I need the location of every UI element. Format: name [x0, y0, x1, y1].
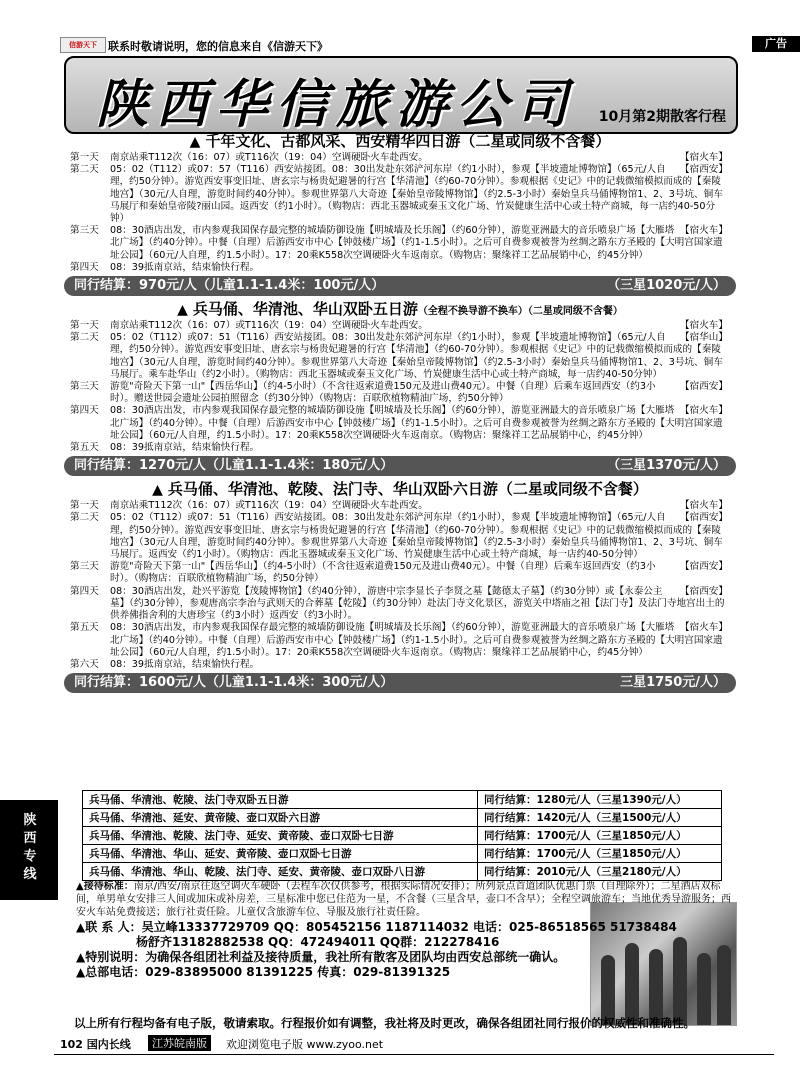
itinerary-day: 第二天 【宿华山】 05：02（T112）或07：51（T116）西安站接团。08：30出发赴东郊浐河东岸（约1小时），参观【半坡遗址博物馆】（65元/人自理，约50分钟）。游览西安事变旧址、唐玄宗与杨贵妃避暑的行宫【华清池】（约60-70分钟）。参观根据《史记》中的记载微缩模拟而成的【秦陵地宫】（30元/人自理，游览时间约40分钟）。参观世界第八大奇迹【秦始皇帝陵博物馆】（约2.5-3小时）秦始皇兵马俑博物馆1、2、3号坑、铜车马展厅。乘车赴华山（约2小时）。（购物店：西北玉器城或秦玉文化广场、竹炭健康生活中心或土特产商城，每一店约40-50分钟） [70, 332, 728, 380]
itinerary-day: 第三天 【宿西安】 游览"奇险天下第一山"【西岳华山】（约4-5小时）（不含往返索道费150元及进山费40元）。中餐（自理）后乘车返回西安（约3小时）。赠送世园会遗址公园拍照留念（约30分钟）（购物店：百联欣植物精油广场，约50分钟） [70, 381, 728, 405]
website-link[interactable]: 欢迎浏览电子版 www.zyoo.net [226, 1038, 384, 1051]
itinerary-day: 第四天 【宿西安】 08：30酒店出发，赴兴平游览【茂陵博物馆】（约40分钟），游唐中宗李显长子李贤之墓【懿德太子墓】（约30分钟）或【永泰公主墓】（约30分钟），参观唐高宗李治与武则天的合葬墓【乾陵】（约30分钟）赴法门寺文化景区，游览关中塔庙之祖【法门寺】及法门寺地宫出土的供养佛指舍利的大唐珍宝（约3小时）返西安（约3小时）。 [70, 585, 728, 622]
itinerary-day: 第五天 【宿火车】 08：30酒店出发，市内参观我国保存最完整的城墙防御设施【明城墙及长乐阁】（约60分钟），游览亚洲最大的音乐喷泉广场【大雁塔北广场】（约40分钟）。中餐（自理）后游西安市中心【钟鼓楼广场】（约1-1.5小时）。之后可自费参观被誉为丝绸之路东方圣殿的【大明宫国家遗址公园】（60元/人自理，约1.5小时）。17：20乘K558次空调硬卧火车返南京。（购物店：聚缘祥工艺品展销中心，约45分钟） [70, 622, 728, 658]
ad-tag: 广告 [752, 36, 800, 52]
tour-price-cell: 同行结算：1700元/人（三星1850元/人） [477, 845, 721, 863]
contact-row: ▲联 系 人：吴立峰13337729709 QQ：805452156 1187114032 电话：025-86518565 51738484 [76, 920, 677, 934]
page-footer [0, 1032, 800, 1085]
tour-price-cell: 同行结算：1280元/人（三星1390元/人） [477, 791, 721, 809]
itinerary-day: 第二天 【宿西安】 05：02（T112）或07：57（T116）西安站接团。08：30出发赴东郊浐河东岸（约1小时），参观【半坡遗址博物馆】（65元/人自理，约50分钟）。游览西安事变旧址、唐玄宗与杨贵妃避暑的行宫【华清池】（约60-70分钟）。参观根据《史记》中的记载微缩模拟而成的【秦陵地宫】（30元/人自理，游览时间约40分钟）。参观世界第八大奇迹【秦始皇帝陵博物馆】（约2.5-3小时）秦始皇兵马俑博物馆1、2、3号坑、铜车马展厅和秦始皇帝陵?丽山园。返西安（约1小时）。（购物店：西北玉器城或秦玉文化广场、竹炭健康生活中心或土特产商城，每一店约40-50分钟） [70, 164, 728, 225]
side-tab-label: 陕西专线 [23, 813, 37, 882]
table-row [83, 791, 722, 809]
company-name: 陕西华信旅游公司 [96, 74, 577, 134]
tour-name-cell: 兵马俑、华清池、延安、黄帝陵、壶口双卧六日游 [83, 809, 478, 827]
hq-phone-row: ▲总部电话：029-83895000 81391225 传真：029-81391325 [76, 965, 451, 979]
itinerary-day: 第三天 【宿火车】 08：30酒店出发，市内参观我国保存最完整的城墙防御设施【明城墙及长乐阁】（约60分钟），游览亚洲最大的音乐喷泉广场【大雁塔北广场】（约40分钟）。中餐（自理）后游西安市中心【钟鼓楼广场】（约1-1.5小时）。之后可自费参观被誉为丝绸之路东方圣殿的【大明宫国家遗址公园】（60元/人自理，约1.5小时）。17：20乘K558次空调硬卧火车返南京。（购物店：聚缘祥工艺品展销中心，约45分钟） [70, 225, 728, 261]
table-row [83, 863, 722, 881]
standard-row: ▲接待标准：南京/西安/南京往返空调火车硬卧（去程车次仅供参考，根据实际情况安排）；所列景点首道团队优惠门票（自理除外）；二星酒店双标间，单男单女安排三人间或加床或补房差，三星标准中您已住范为一星，不含餐（三星含早，壶口不含早）；全程空调旅游车；当地优秀导游服务；西安火车站免费接送；旅行社责任险。儿童仅含旅游车位、导服及旅行社责任险。 [76, 881, 731, 918]
tour-title: ▲ 兵马俑、华清池、华山双卧五日游（全程不换导游不换车）（二星或同级不含餐） [177, 300, 623, 319]
tour-title: ▲ 千年文化、古都风采、西安精华四日游（二星或同级不含餐） [189, 132, 611, 150]
info-block [76, 880, 736, 981]
tour-name-cell: 兵马俑、华清池、乾陵、法门寺双卧五日游 [83, 791, 478, 809]
price-bar: 同行结算：1600元/人（儿童1.1-1.4米：300元/人） 三星1750元/人） [64, 673, 736, 693]
tour-price-cell: 同行结算：2010元/人（三星2180元/人） [477, 863, 721, 881]
page-number: 102 国内长线 [60, 1038, 131, 1051]
itinerary-day: 第四天 【宿火车】 08：30酒店出发，市内参观我国保存最完整的城墙防御设施【明城墙及长乐阁】（约60分钟），游览亚洲最大的音乐喷泉广场【大雁塔北广场】（约40分钟）。中餐（自理）后游西安市中心【钟鼓楼广场】（约1-1.5小时）。之后可自费参观被誉为丝绸之路东方圣殿的【大明宫国家遗址公园】（60元/人自理，约1.5小时）。17：20乘K558次空调硬卧火车返南京。（购物店：聚缘祥工艺品展销中心，约45分钟） [70, 405, 728, 441]
price-bar: 同行结算：970元/人（儿童1.1-1.4米：100元/人） （三星1020元/人） [64, 276, 736, 296]
tour-price-cell: 同行结算：1420元/人（三星1500元/人） [477, 809, 721, 827]
special-note-row: ▲特别说明：为确保各组团社利益及接待质量，我社所有散客及团队均由西安总部统一确认。 [76, 950, 566, 964]
company-banner [64, 56, 738, 134]
publisher-logo: 信游天下 [60, 37, 106, 53]
issue-label: 10月第2期散客行程 [598, 109, 726, 125]
itinerary-column [70, 128, 730, 695]
table-row [83, 827, 722, 845]
tour-name-cell: 兵马俑、华清池、华山、乾陵、法门寺、延安、黄帝陵、壶口双卧八日游 [83, 863, 478, 881]
price-bar: 同行结算：1270元/人（儿童1.1-1.4米：180元/人） （三星1370元/人） [64, 456, 736, 476]
top-strip [60, 36, 800, 54]
itinerary-day: 第一天 【宿火车】 南京站乘T112次（16：07）或T116次（19：04）空调硬卧火车赴西安。 [70, 152, 728, 163]
footer-divider [54, 1054, 774, 1055]
tour-title: ▲ 兵马俑、华清池、乾陵、法门寺、华山双卧六日游（二星或同级不含餐） [152, 480, 648, 499]
contact-row-2: 杨舒齐13182882538 QQ：472494011 QQ群：212278416 [136, 935, 500, 949]
contact-note: 联系时敬请说明，您的信息来自《信游天下》 [108, 40, 328, 53]
tour-name-cell: 兵马俑、华清池、华山、延安、黄帝陵、壶口双卧七日游 [83, 845, 478, 863]
itinerary-day: 第六天 08：39抵南京站，结束愉快行程。 [70, 658, 260, 670]
itinerary-day: 第五天 08：39抵南京站，结束愉快行程。 [70, 442, 260, 454]
footnote: 以上所有行程均备有电子版，敬请索取。行程报价如有调整，我社将及时更改，确保各组团社同行报价的权威性和准确性。 [74, 1016, 695, 1030]
section-side-tab [0, 800, 58, 900]
tour-price-cell: 同行结算：1700元/人（三星1850元/人） [477, 827, 721, 845]
itinerary-day: 第一天 【宿火车】 南京站乘T112次（16：07）或T116次（19：04）空调硬卧火车赴西安。 [70, 320, 728, 332]
itinerary-day: 第四天 08：39抵南京站，结束愉快行程。 [70, 261, 260, 273]
other-tours-table [82, 790, 722, 881]
itinerary-day: 第一天 【宿火车】 南京站乘T112次（16：07）或T116次（19：04）空调硬卧火车赴西安。 [70, 500, 728, 512]
edition-badge: 江苏皖南版 [148, 1035, 211, 1051]
tour-name-cell: 兵马俑、华清池、乾陵、法门寺、延安、黄帝陵、壶口双卧七日游 [83, 827, 478, 845]
itinerary-day: 第二天 【宿西安】 05：02（T112）或07：51（T116）西安站接团。08：30出发赴东郊浐河东岸（约1小时），参观【半坡遗址博物馆】（65元/人自理，约50分钟）。游览西安事变旧址、唐玄宗与杨贵妃避暑的行宫【华清池】（约60-70分钟）。参观根据《史记》中的记载微缩模拟而成的【秦陵地宫】（30元/人自理，游览时间约40分钟）。参观世界第八大奇迹【秦始皇帝陵博物馆】（约2.5-3小时）秦始皇兵马俑博物馆1、2、3号坑、铜车马展厅。返西安（约1小时）。（购物店：西北玉器城或秦玉文化广场、竹炭健康生活中心或土特产商城，每一店约40-50分钟） [70, 512, 728, 561]
table-row [83, 845, 722, 863]
table-row [83, 809, 722, 827]
itinerary-day: 第三天 【宿西安】 游览"奇险天下第一山"【西岳华山】（约4-5小时）（不含往返索道费150元及进山费40元）。中餐（自理）后乘车返回西安（约3小时）。（购物店：百联欣植物精油广场，约50分钟） [70, 561, 728, 585]
